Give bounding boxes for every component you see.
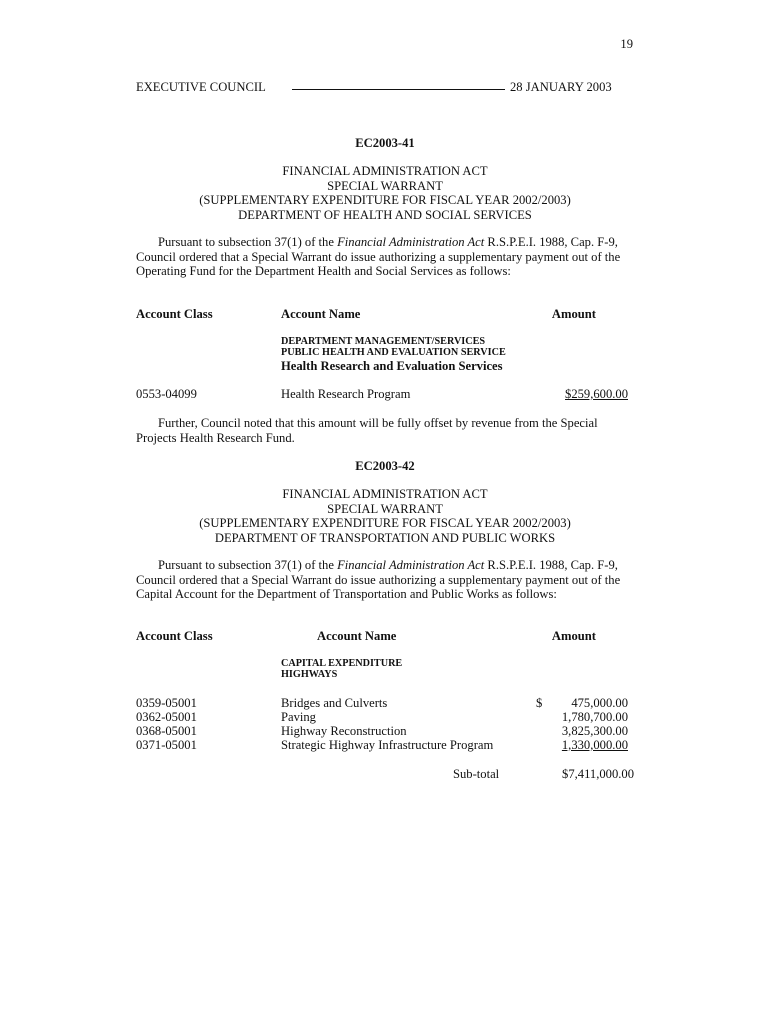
amount: 1,780,700.00 (561, 710, 628, 724)
account-name: Health Research Program (281, 387, 411, 401)
dollar-sign: $ (536, 696, 543, 710)
order-1-note: Further, Council noted that this amount will be fully offset by revenue from the Special Projects Health Research Fund. (136, 416, 598, 445)
order-2-title-block (136, 487, 634, 545)
amount: 3,825,300.00 (561, 724, 628, 738)
dept-subheading: Health Research and Evaluation Services (281, 359, 503, 373)
table-row (136, 724, 634, 739)
order-1-paragraph: Pursuant to subsection 37(1) of the Financial Administration Act R.S.P.E.I. 1988, Cap. F-9, Council ordered that a Special Warrant do issue authorizing a supplementary payment out of the Operating Fund for the Department Health and Social Services as follows: (136, 235, 621, 278)
order-2-title-line: SPECIAL WARRANT (327, 501, 443, 516)
account-class: 0371-05001 (136, 738, 197, 752)
col-amount: Amount (551, 307, 596, 321)
dept-line: DEPARTMENT MANAGEMENT/SERVICES (281, 336, 486, 347)
dept-line: PUBLIC HEALTH AND EVALUATION SERVICE (281, 347, 506, 358)
col-account-class: Account Class (136, 307, 213, 321)
page-number: 19 (620, 37, 633, 51)
amount: 475,000.00 (571, 696, 628, 710)
table-row (136, 696, 634, 711)
table-row (136, 387, 634, 402)
header-title: EXECUTIVE COUNCIL (136, 80, 266, 94)
col-account-name: Account Name (281, 307, 361, 321)
order-1-title-line: (SUPPLEMENTARY EXPENDITURE FOR FISCAL YEAR 2002/2003) (199, 193, 571, 207)
order-2-paragraph: Pursuant to subsection 37(1) of the Financial Administration Act R.S.P.E.I. 1988, Cap. F-9, Council ordered that a Special Warrant do issue authorizing a supplementary payment out of the Capital Account for the Department of Transportation and Public Works as follows: (136, 558, 621, 601)
account-class: 0553-04099 (136, 387, 197, 401)
amount: $259,600.00 (565, 387, 628, 401)
act-name: Financial Administration Act (337, 235, 485, 249)
account-class: 0368-05001 (136, 724, 197, 738)
table-row (136, 710, 634, 725)
group-line: CAPITAL EXPENDITURE (281, 658, 403, 669)
order-2-title-line: FINANCIAL ADMINISTRATION ACT (282, 487, 488, 501)
account-class: 0359-05001 (136, 696, 197, 710)
subtotal-row (136, 767, 634, 782)
order-1-title-line: SPECIAL WARRANT (327, 178, 443, 193)
order-2-id: EC2003-42 (355, 459, 415, 473)
order-1-column-headers (136, 307, 634, 322)
table-row (136, 738, 634, 753)
col-account-class: Account Class (136, 629, 213, 643)
account-name: Bridges and Culverts (281, 696, 388, 710)
act-name: Financial Administration Act (337, 558, 485, 572)
account-name: Highway Reconstruction (281, 724, 407, 738)
col-amount: Amount (551, 629, 596, 643)
order-1-title-block (136, 164, 634, 222)
subtotal-amount: $7,411,000.00 (562, 767, 634, 781)
order-1-id: EC2003-41 (355, 136, 415, 150)
header-date: 28 JANUARY 2003 (510, 80, 612, 94)
account-class: 0362-05001 (136, 710, 197, 724)
col-account-name: Account Name (317, 629, 397, 643)
order-2-title-line: (SUPPLEMENTARY EXPENDITURE FOR FISCAL YEAR 2002/2003) (199, 516, 571, 530)
group-line: HIGHWAYS (281, 669, 338, 680)
order-2-title-line: DEPARTMENT OF TRANSPORTATION AND PUBLIC WORKS (214, 530, 556, 545)
account-name: Strategic Highway Infrastructure Program (281, 738, 494, 752)
amount: 1,330,000.00 (561, 738, 628, 752)
subtotal-label: Sub-total (453, 767, 500, 781)
account-name: Paving (281, 710, 316, 724)
order-2-column-headers (136, 629, 634, 644)
order-1-title-line: DEPARTMENT OF HEALTH AND SOCIAL SERVICES (238, 207, 532, 222)
header-rule (292, 89, 505, 90)
order-1-title-line: FINANCIAL ADMINISTRATION ACT (282, 164, 488, 178)
